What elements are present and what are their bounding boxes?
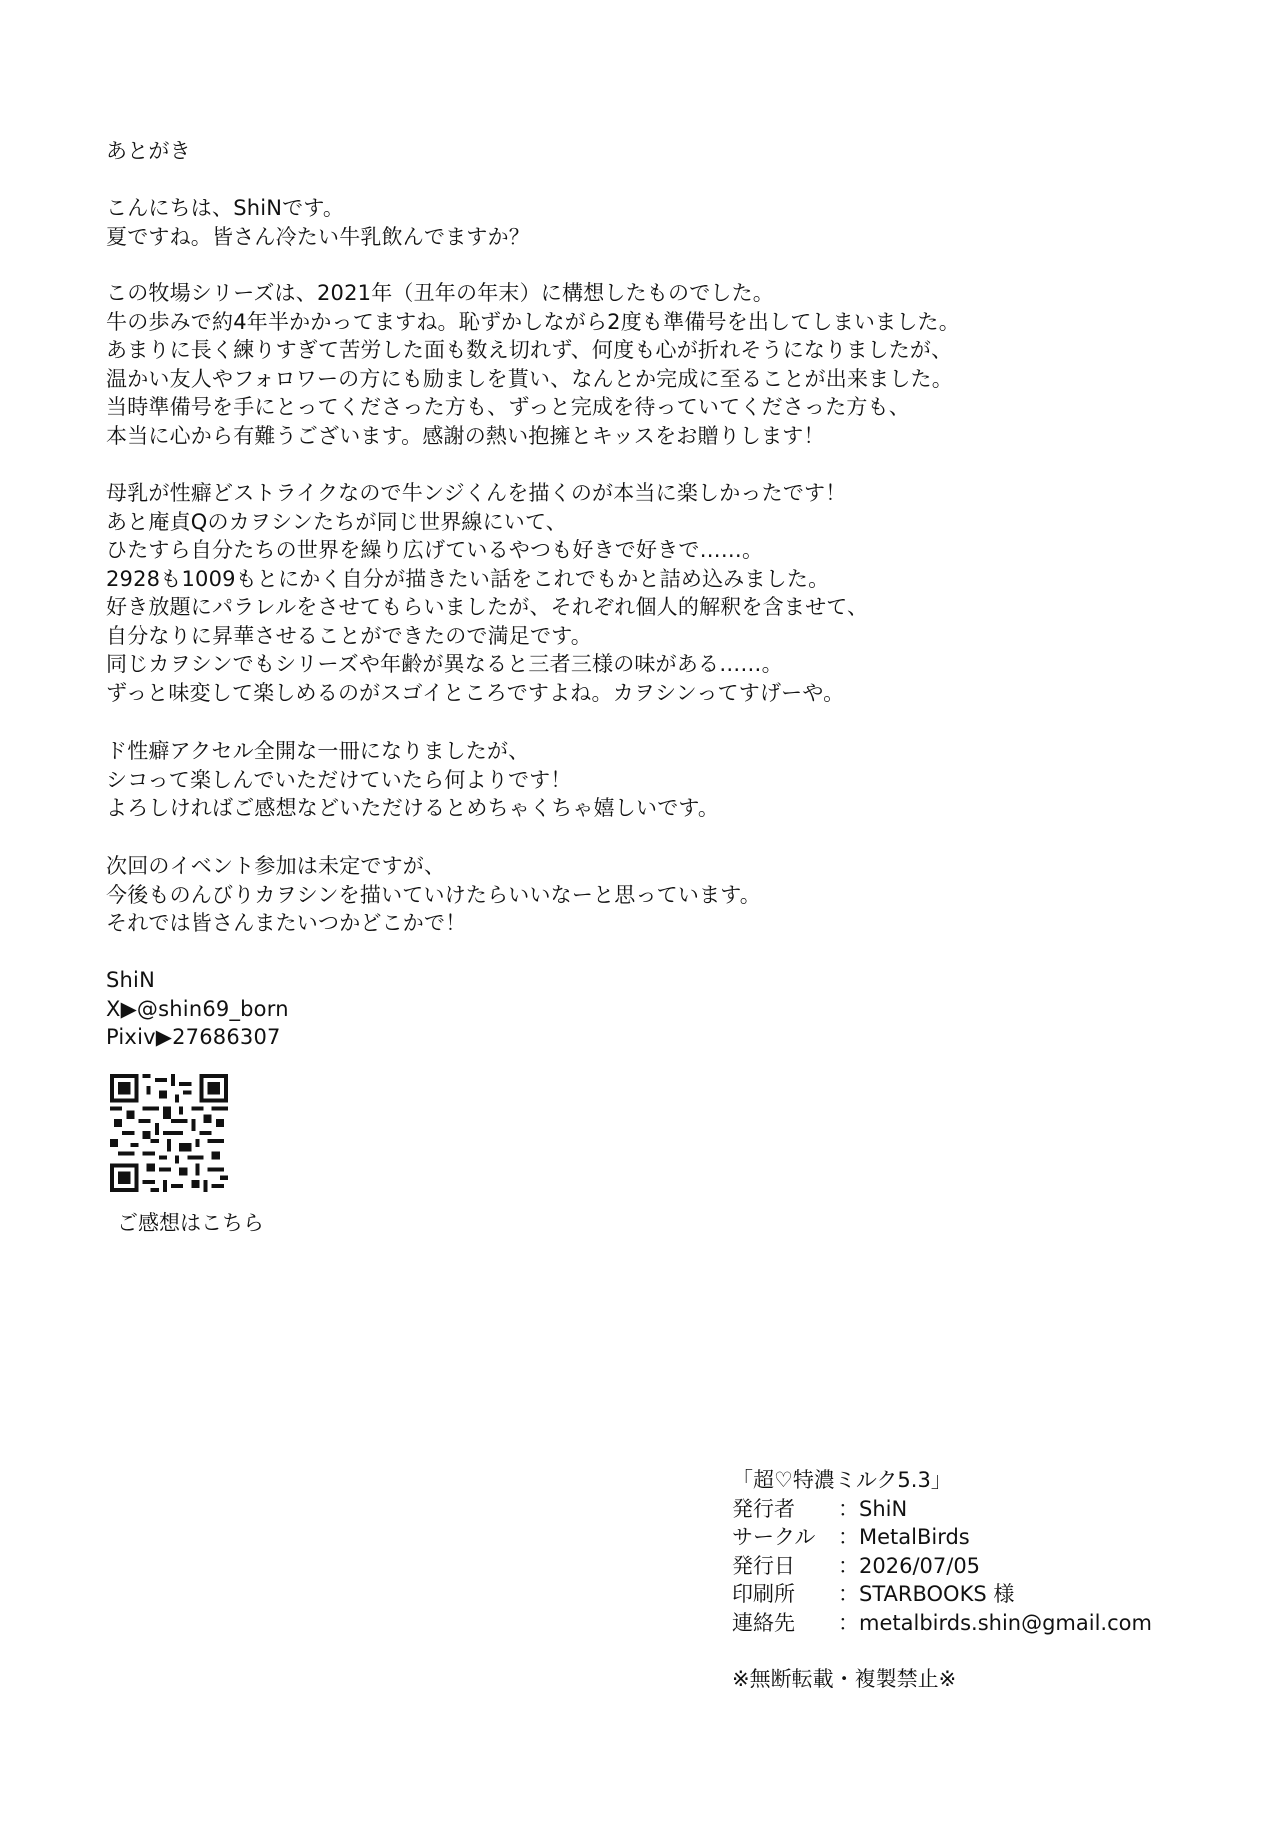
signature-block [106,966,1206,1052]
text-line: 次回のイベント参加は未定ですが、 [106,854,446,878]
text-line: シコって楽しんでいただけていたら何よりです！ [106,767,572,792]
text-line: この牧場シリーズは、2021年（丑年の年末）に構想したものでした。 [106,281,774,305]
afterword-heading-block [106,137,1206,166]
colophon-value: ：MetalBirds [838,1525,970,1549]
qr-caption: ご感想はこちら [117,1211,264,1235]
afterword-heading: あとがき [106,139,191,163]
text-line: 温かい友人やフォロワーの方にも励ましを貰い、なんとか完成に至ることが出来ました。 [106,366,953,391]
text-line: 夏ですね。皆さん冷たい牛乳飲んでますか？ [106,224,530,249]
colophon-row-publisher [732,1495,1252,1524]
text-line: 好き放題にパラレルをさせてもらいましたが、それぞれ個人的解釈を含ませて、 [106,595,869,619]
colophon-row-printer [732,1580,1252,1609]
author-name: ShiN [106,968,155,992]
text-line: あと庵貞Qのカヲシンたちが同じ世界線にいて、 [106,509,567,534]
colophon-key: 印刷所 [732,1582,795,1606]
paragraph-2 [106,479,1206,707]
text-line: 母乳が性癖どストライクなので牛ンジくんを描くのが本当に楽しかったです！ [106,481,847,505]
colophon-key: 連絡先 [732,1610,795,1635]
contact-email: ：metalbirds.shin@gmail.com [838,1610,1152,1635]
text-line: 牛の歩みで約4年半かかってますね。恥ずかしながら2度も準備号を出してしまいました。 [106,309,960,334]
qr-code-icon[interactable] [110,1074,228,1192]
text-line: 当時準備号を手にとってくださった方も、ずっと完成を待っていてくださった方も、 [106,395,910,419]
text-line: それでは皆さんまたいつかどこかで！ [106,911,467,935]
text-line: ド性癖アクセル全開な一冊になりましたが、 [106,739,530,763]
paragraph-3 [106,737,1206,823]
colophon-value: ：STARBOOKS 様 [838,1582,1015,1606]
text-line: こんにちは、ShiNです。 [106,196,345,220]
text-line: ずっと味変して楽しめるのがスゴイところですよね。カヲシンってすげーや。 [106,680,845,705]
greeting-paragraph [106,194,1206,251]
paragraph-4 [106,852,1206,938]
text-line: 自分なりに昇華させることができたので満足です。 [106,623,592,648]
colophon-value: ：ShiN [838,1496,908,1521]
colophon-value: ：2026/07/05 [838,1553,981,1578]
book-title: 「超♡特濃ミルク5.3」 [732,1468,952,1492]
text-line: あまりに長く練りすぎて苦労した面も数え切れず、何度も心が折れそうになりましたが、 [106,338,953,362]
paragraph-1 [106,279,1206,450]
text-line: ひたすら自分たちの世界を繰り広げているやつも好きで好きで……。 [106,538,764,562]
colophon-row-circle [732,1523,1252,1552]
colophon-key: 発行日 [732,1553,795,1578]
x-handle: X▶@shin69_born [106,996,289,1021]
pixiv-id: Pixiv▶27686307 [106,1025,281,1049]
copyright-notice: ※無断転載・複製禁止※ [732,1667,957,1691]
colophon [732,1466,1252,1637]
colophon-row-contact [732,1609,1252,1638]
text-line: 同じカヲシンでもシリーズや年齢が異なると三者三様の味がある……。 [106,652,783,676]
qr-code-graphic [110,1074,228,1192]
text-line: よろしければご感想などいただけるとめちゃくちゃ嬉しいです。 [106,796,720,820]
text-line: 2928も1009もとにかく自分が描きたい話をこれでもかと詰め込みました。 [106,566,830,591]
text-line: 本当に心から有難うございます。感謝の熱い抱擁とキッスをお贈りします！ [106,423,825,448]
colophon-key: 発行者 [732,1496,795,1521]
text-line: 今後ものんびりカヲシンを描いていけたらいいなーと思っています。 [106,882,761,907]
colophon-key: サークル [732,1525,816,1549]
colophon-row-date [732,1552,1252,1581]
